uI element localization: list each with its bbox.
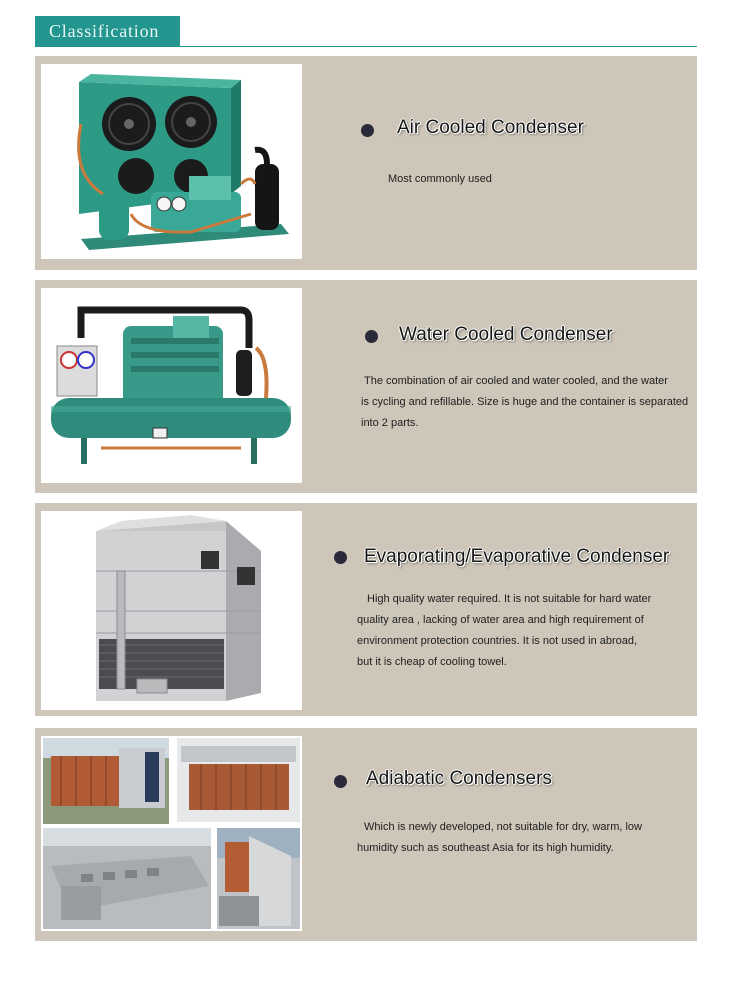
item-description: Which is newly developed, not suitable for dry, warm, low humidity such as southeast Asia for its high humidity. bbox=[357, 821, 642, 854]
bullet-icon bbox=[361, 124, 374, 137]
item-description: The combination of air cooled and water cooled, and the water is cycling and refillable. Size is huge and the container is separated into 2 parts. bbox=[361, 375, 689, 429]
item-title: Water Cooled Condenser bbox=[399, 324, 613, 345]
bullet-icon bbox=[334, 551, 347, 564]
item-title: Evaporating/Evaporative Condenser bbox=[364, 546, 670, 567]
item-description: Most commonly used bbox=[388, 173, 492, 185]
item-title: Air Cooled Condenser bbox=[397, 117, 584, 138]
adiabatic-condenser-image bbox=[41, 736, 302, 931]
header-divider bbox=[35, 46, 697, 47]
classification-item-air-cooled bbox=[35, 56, 697, 270]
classification-item-evaporative bbox=[35, 503, 697, 716]
section-title: Classification bbox=[35, 16, 180, 47]
evaporative-condenser-image bbox=[41, 511, 302, 710]
bullet-icon bbox=[334, 775, 347, 788]
water-cooled-condenser-image bbox=[41, 288, 302, 483]
item-title: Adiabatic Condensers bbox=[366, 768, 552, 789]
bullet-icon bbox=[365, 330, 378, 343]
air-cooled-condenser-image bbox=[41, 64, 302, 259]
classification-item-water-cooled bbox=[35, 280, 697, 493]
classification-item-adiabatic bbox=[35, 728, 697, 941]
item-description: High quality water required. It is not suitable for hard water quality area , lacking of water area and high requirement of environment protection countries. It is not used in abroad, but it is cheap of cooling towel. bbox=[357, 593, 652, 668]
